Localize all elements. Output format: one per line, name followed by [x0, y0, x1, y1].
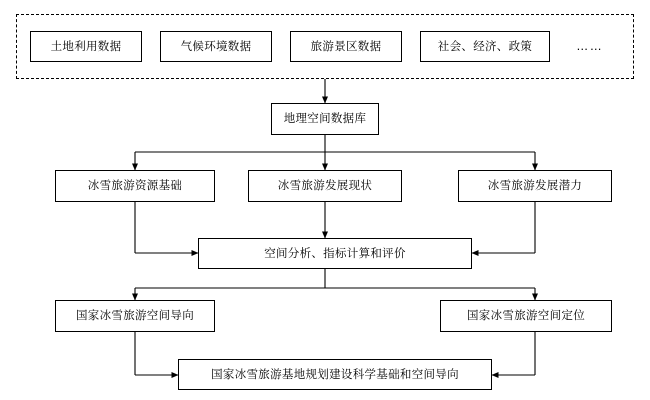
analysis-box-development-potential[interactable]: 冰雪旅游发展潜力: [458, 170, 612, 202]
source-box-ellipsis: ……: [576, 38, 604, 53]
source-box-social-economic-policy[interactable]: 社会、经济、政策: [420, 31, 550, 62]
geospatial-database-box[interactable]: 地理空间数据库: [271, 103, 379, 135]
conclusion-box[interactable]: 国家冰雪旅游基地规划建设科学基础和空间导向: [178, 359, 492, 390]
source-box-climate[interactable]: 气候环境数据: [160, 31, 272, 62]
outcome-box-spatial-orientation[interactable]: 国家冰雪旅游空间导向: [55, 300, 215, 332]
evaluation-box[interactable]: 空间分析、指标计算和评价: [198, 238, 472, 269]
analysis-box-resource-base[interactable]: 冰雪旅游资源基础: [55, 170, 215, 202]
outcome-box-spatial-positioning[interactable]: 国家冰雪旅游空间定位: [440, 300, 612, 332]
source-box-land-use[interactable]: 土地利用数据: [30, 31, 142, 62]
analysis-box-development-status[interactable]: 冰雪旅游发展现状: [248, 170, 402, 202]
source-box-tourism-area[interactable]: 旅游景区数据: [290, 31, 402, 62]
